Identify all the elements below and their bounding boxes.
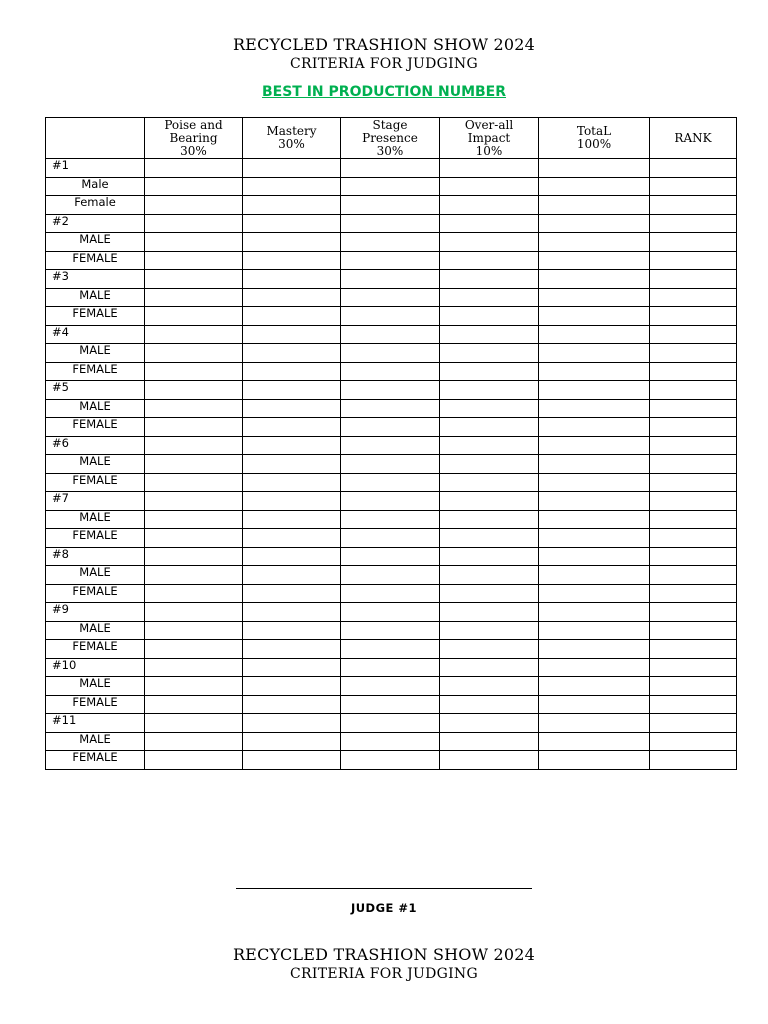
score-cell[interactable] — [243, 214, 341, 233]
score-cell[interactable] — [539, 677, 650, 696]
score-cell[interactable] — [650, 473, 737, 492]
score-cell[interactable] — [145, 418, 243, 437]
page-subtitle: CRITERIA FOR JUDGING — [290, 56, 478, 72]
score-cell[interactable] — [539, 362, 650, 381]
contestant-number-row — [46, 214, 737, 233]
row-label: MALE — [46, 288, 145, 307]
score-cell[interactable] — [539, 732, 650, 751]
male-row — [46, 233, 737, 252]
male-row — [46, 566, 737, 585]
score-cell[interactable] — [145, 270, 243, 289]
score-cell[interactable] — [243, 640, 341, 659]
score-cell[interactable] — [243, 566, 341, 585]
male-row — [46, 455, 737, 474]
score-cell[interactable] — [650, 325, 737, 344]
score-cell[interactable] — [539, 270, 650, 289]
header-poise-bearing: Poise and Bearing 30% — [145, 118, 243, 159]
score-cell[interactable] — [650, 455, 737, 474]
male-row — [46, 288, 737, 307]
score-cell[interactable] — [243, 529, 341, 548]
contestant-number-row — [46, 436, 737, 455]
row-label: #1 — [46, 159, 145, 178]
score-cell[interactable] — [341, 473, 440, 492]
score-cell[interactable] — [539, 325, 650, 344]
score-cell[interactable] — [440, 177, 539, 196]
score-cell[interactable] — [539, 529, 650, 548]
row-label: #4 — [46, 325, 145, 344]
score-cell[interactable] — [539, 658, 650, 677]
female-row — [46, 418, 737, 437]
score-cell[interactable] — [539, 344, 650, 363]
contestant-number-row — [46, 381, 737, 400]
score-cell[interactable] — [145, 695, 243, 714]
female-row — [46, 473, 737, 492]
score-cell[interactable] — [341, 399, 440, 418]
score-cell[interactable] — [440, 547, 539, 566]
score-cell[interactable] — [341, 751, 440, 770]
score-cell[interactable] — [145, 732, 243, 751]
male-row — [46, 732, 737, 751]
row-label: MALE — [46, 344, 145, 363]
score-cell[interactable] — [539, 159, 650, 178]
score-cell[interactable] — [145, 751, 243, 770]
row-label: MALE — [46, 621, 145, 640]
score-cell[interactable] — [650, 251, 737, 270]
score-cell[interactable] — [243, 621, 341, 640]
row-label: #11 — [46, 714, 145, 733]
row-label: FEMALE — [46, 751, 145, 770]
next-page-subtitle: CRITERIA FOR JUDGING — [290, 966, 478, 982]
row-label: FEMALE — [46, 418, 145, 437]
score-cell[interactable] — [243, 362, 341, 381]
score-cell[interactable] — [650, 362, 737, 381]
female-row — [46, 362, 737, 381]
score-cell[interactable] — [650, 214, 737, 233]
score-cell[interactable] — [539, 473, 650, 492]
row-label: MALE — [46, 677, 145, 696]
female-row — [46, 640, 737, 659]
score-cell[interactable] — [145, 510, 243, 529]
female-row — [46, 529, 737, 548]
score-cell[interactable] — [650, 177, 737, 196]
score-cell[interactable] — [341, 640, 440, 659]
score-cell[interactable] — [341, 214, 440, 233]
score-cell[interactable] — [341, 677, 440, 696]
score-cell[interactable] — [243, 510, 341, 529]
score-cell[interactable] — [243, 344, 341, 363]
score-cell[interactable] — [341, 288, 440, 307]
score-cell[interactable] — [440, 566, 539, 585]
score-cell[interactable] — [650, 566, 737, 585]
score-cell[interactable] — [341, 436, 440, 455]
score-cell[interactable] — [650, 677, 737, 696]
score-cell[interactable] — [145, 233, 243, 252]
female-row — [46, 251, 737, 270]
header-mastery: Mastery 30% — [243, 118, 341, 159]
score-cell[interactable] — [440, 418, 539, 437]
category-title: BEST IN PRODUCTION NUMBER — [261, 84, 507, 100]
score-cell[interactable] — [539, 566, 650, 585]
score-cell[interactable] — [539, 584, 650, 603]
score-cell[interactable] — [440, 362, 539, 381]
female-row — [46, 751, 737, 770]
score-cell[interactable] — [341, 455, 440, 474]
score-cell[interactable] — [243, 584, 341, 603]
score-cell[interactable] — [145, 177, 243, 196]
score-cell[interactable] — [650, 233, 737, 252]
score-cell[interactable] — [440, 233, 539, 252]
male-row — [46, 177, 737, 196]
header-rank: RANK — [650, 118, 737, 159]
score-cell[interactable] — [145, 529, 243, 548]
score-cell[interactable] — [539, 307, 650, 326]
score-cell[interactable] — [243, 159, 341, 178]
score-cell[interactable] — [145, 307, 243, 326]
score-cell[interactable] — [650, 307, 737, 326]
score-cell[interactable] — [650, 510, 737, 529]
contestant-number-row — [46, 658, 737, 677]
score-cell[interactable] — [440, 714, 539, 733]
score-cell[interactable] — [650, 658, 737, 677]
score-cell[interactable] — [243, 492, 341, 511]
score-cell[interactable] — [440, 159, 539, 178]
score-cell[interactable] — [145, 362, 243, 381]
score-cell[interactable] — [440, 677, 539, 696]
score-cell[interactable] — [145, 640, 243, 659]
score-cell[interactable] — [341, 233, 440, 252]
score-cell[interactable] — [243, 751, 341, 770]
score-cell[interactable] — [243, 547, 341, 566]
score-cell[interactable] — [243, 325, 341, 344]
score-cell[interactable] — [539, 455, 650, 474]
score-cell[interactable] — [341, 418, 440, 437]
row-label: MALE — [46, 455, 145, 474]
female-row — [46, 695, 737, 714]
contestant-number-row — [46, 492, 737, 511]
score-cell[interactable] — [243, 233, 341, 252]
score-cell[interactable] — [440, 436, 539, 455]
score-cell[interactable] — [539, 418, 650, 437]
score-cell[interactable] — [650, 695, 737, 714]
score-cell[interactable] — [243, 307, 341, 326]
score-cell[interactable] — [440, 307, 539, 326]
score-cell[interactable] — [539, 695, 650, 714]
score-cell[interactable] — [650, 621, 737, 640]
header-blank-cell — [46, 118, 145, 159]
score-cell[interactable] — [650, 640, 737, 659]
female-row — [46, 196, 737, 215]
score-cell[interactable] — [440, 270, 539, 289]
female-row — [46, 584, 737, 603]
score-cell[interactable] — [145, 455, 243, 474]
score-cell[interactable] — [341, 510, 440, 529]
score-cell[interactable] — [539, 251, 650, 270]
score-cell[interactable] — [440, 214, 539, 233]
contestant-number-row — [46, 603, 737, 622]
score-cell[interactable] — [650, 381, 737, 400]
score-cell[interactable] — [243, 714, 341, 733]
header-overall-impact: Over-all Impact 10% — [440, 118, 539, 159]
score-cell[interactable] — [650, 159, 737, 178]
row-label: FEMALE — [46, 251, 145, 270]
row-label: #10 — [46, 658, 145, 677]
row-label: FEMALE — [46, 584, 145, 603]
row-label: MALE — [46, 399, 145, 418]
score-cell[interactable] — [145, 399, 243, 418]
male-row — [46, 510, 737, 529]
signature-line — [236, 888, 532, 889]
score-cell[interactable] — [539, 714, 650, 733]
score-cell[interactable] — [440, 621, 539, 640]
score-cell[interactable] — [145, 547, 243, 566]
score-cell[interactable] — [243, 658, 341, 677]
score-cell[interactable] — [539, 399, 650, 418]
score-cell[interactable] — [341, 714, 440, 733]
score-cell[interactable] — [243, 270, 341, 289]
row-label: #8 — [46, 547, 145, 566]
score-cell[interactable] — [650, 418, 737, 437]
row-label: #2 — [46, 214, 145, 233]
score-cell[interactable] — [243, 399, 341, 418]
score-cell[interactable] — [650, 603, 737, 622]
row-label: FEMALE — [46, 362, 145, 381]
row-label: FEMALE — [46, 307, 145, 326]
score-cell[interactable] — [341, 177, 440, 196]
score-cell[interactable] — [145, 159, 243, 178]
score-cell[interactable] — [539, 214, 650, 233]
score-cell[interactable] — [650, 344, 737, 363]
row-label: FEMALE — [46, 529, 145, 548]
score-cell[interactable] — [341, 362, 440, 381]
contestant-number-row — [46, 547, 737, 566]
judging-table — [45, 117, 737, 770]
score-cell[interactable] — [539, 621, 650, 640]
score-cell[interactable] — [341, 159, 440, 178]
score-cell[interactable] — [341, 658, 440, 677]
score-cell[interactable] — [243, 732, 341, 751]
score-cell[interactable] — [440, 640, 539, 659]
score-cell[interactable] — [145, 621, 243, 640]
score-cell[interactable] — [539, 436, 650, 455]
score-cell[interactable] — [539, 640, 650, 659]
score-cell[interactable] — [539, 492, 650, 511]
score-cell[interactable] — [440, 381, 539, 400]
score-cell[interactable] — [341, 307, 440, 326]
score-cell[interactable] — [539, 510, 650, 529]
row-label: #7 — [46, 492, 145, 511]
score-cell[interactable] — [341, 325, 440, 344]
score-cell[interactable] — [341, 695, 440, 714]
score-cell[interactable] — [539, 547, 650, 566]
score-cell[interactable] — [440, 492, 539, 511]
score-cell[interactable] — [341, 584, 440, 603]
score-cell[interactable] — [440, 603, 539, 622]
score-cell[interactable] — [145, 566, 243, 585]
contestant-number-row — [46, 714, 737, 733]
score-cell[interactable] — [650, 492, 737, 511]
row-label: FEMALE — [46, 473, 145, 492]
score-cell[interactable] — [440, 584, 539, 603]
score-cell[interactable] — [539, 288, 650, 307]
score-cell[interactable] — [243, 695, 341, 714]
score-cell[interactable] — [341, 344, 440, 363]
score-cell[interactable] — [145, 344, 243, 363]
table-header-row — [46, 118, 737, 159]
contestant-number-row — [46, 159, 737, 178]
score-cell[interactable] — [650, 732, 737, 751]
score-cell[interactable] — [243, 677, 341, 696]
row-label: #3 — [46, 270, 145, 289]
page-title: RECYCLED TRASHION SHOW 2024 — [232, 35, 536, 54]
score-cell[interactable] — [243, 603, 341, 622]
score-cell[interactable] — [440, 510, 539, 529]
score-cell[interactable] — [650, 714, 737, 733]
score-cell[interactable] — [243, 473, 341, 492]
score-cell[interactable] — [440, 529, 539, 548]
score-cell[interactable] — [341, 603, 440, 622]
score-cell[interactable] — [145, 251, 243, 270]
score-cell[interactable] — [145, 658, 243, 677]
score-cell[interactable] — [650, 436, 737, 455]
score-cell[interactable] — [650, 196, 737, 215]
score-cell[interactable] — [145, 381, 243, 400]
score-cell[interactable] — [341, 547, 440, 566]
row-label: #6 — [46, 436, 145, 455]
score-cell[interactable] — [440, 751, 539, 770]
row-label: MALE — [46, 732, 145, 751]
score-cell[interactable] — [243, 455, 341, 474]
judge-label: JUDGE #1 — [350, 901, 418, 915]
score-cell[interactable] — [341, 732, 440, 751]
score-cell[interactable] — [243, 251, 341, 270]
next-page-title: RECYCLED TRASHION SHOW 2024 — [232, 945, 536, 964]
score-cell[interactable] — [341, 529, 440, 548]
male-row — [46, 344, 737, 363]
row-label: MALE — [46, 510, 145, 529]
score-cell[interactable] — [243, 381, 341, 400]
score-cell[interactable] — [145, 492, 243, 511]
score-cell[interactable] — [243, 196, 341, 215]
score-cell[interactable] — [145, 603, 243, 622]
score-cell[interactable] — [145, 288, 243, 307]
row-label: Female — [46, 196, 145, 215]
score-cell[interactable] — [145, 714, 243, 733]
score-cell[interactable] — [440, 732, 539, 751]
score-cell[interactable] — [341, 196, 440, 215]
score-cell[interactable] — [539, 381, 650, 400]
score-cell[interactable] — [341, 270, 440, 289]
row-label: #5 — [46, 381, 145, 400]
score-cell[interactable] — [650, 399, 737, 418]
row-label: FEMALE — [46, 640, 145, 659]
score-cell[interactable] — [539, 177, 650, 196]
male-row — [46, 399, 737, 418]
score-cell[interactable] — [145, 677, 243, 696]
header-total: TotaL 100% — [539, 118, 650, 159]
score-cell[interactable] — [440, 196, 539, 215]
score-cell[interactable] — [341, 621, 440, 640]
score-cell[interactable] — [145, 436, 243, 455]
row-label: MALE — [46, 233, 145, 252]
score-cell[interactable] — [440, 455, 539, 474]
score-cell[interactable] — [650, 751, 737, 770]
score-cell[interactable] — [539, 196, 650, 215]
score-cell[interactable] — [341, 251, 440, 270]
score-cell[interactable] — [440, 658, 539, 677]
contestant-number-row — [46, 270, 737, 289]
score-cell[interactable] — [440, 399, 539, 418]
score-cell[interactable] — [145, 473, 243, 492]
score-cell[interactable] — [145, 214, 243, 233]
score-cell[interactable] — [243, 288, 341, 307]
contestant-number-row — [46, 325, 737, 344]
score-cell[interactable] — [440, 473, 539, 492]
score-cell[interactable] — [650, 270, 737, 289]
header-stage-presence: Stage Presence 30% — [341, 118, 440, 159]
score-cell[interactable] — [650, 547, 737, 566]
female-row — [46, 307, 737, 326]
score-cell[interactable] — [539, 603, 650, 622]
row-label: Male — [46, 177, 145, 196]
male-row — [46, 677, 737, 696]
row-label: FEMALE — [46, 695, 145, 714]
score-cell[interactable] — [650, 288, 737, 307]
score-cell[interactable] — [440, 325, 539, 344]
row-label: #9 — [46, 603, 145, 622]
score-cell[interactable] — [650, 529, 737, 548]
score-cell[interactable] — [440, 288, 539, 307]
score-cell[interactable] — [145, 325, 243, 344]
score-cell[interactable] — [243, 418, 341, 437]
row-label: MALE — [46, 566, 145, 585]
score-cell[interactable] — [440, 344, 539, 363]
score-cell[interactable] — [539, 233, 650, 252]
score-cell[interactable] — [145, 196, 243, 215]
score-cell[interactable] — [341, 566, 440, 585]
score-cell[interactable] — [341, 381, 440, 400]
score-cell[interactable] — [243, 177, 341, 196]
male-row — [46, 621, 737, 640]
score-cell[interactable] — [650, 584, 737, 603]
score-cell[interactable] — [440, 251, 539, 270]
score-cell[interactable] — [539, 751, 650, 770]
score-cell[interactable] — [440, 695, 539, 714]
score-cell[interactable] — [243, 436, 341, 455]
score-cell[interactable] — [145, 584, 243, 603]
score-cell[interactable] — [341, 492, 440, 511]
